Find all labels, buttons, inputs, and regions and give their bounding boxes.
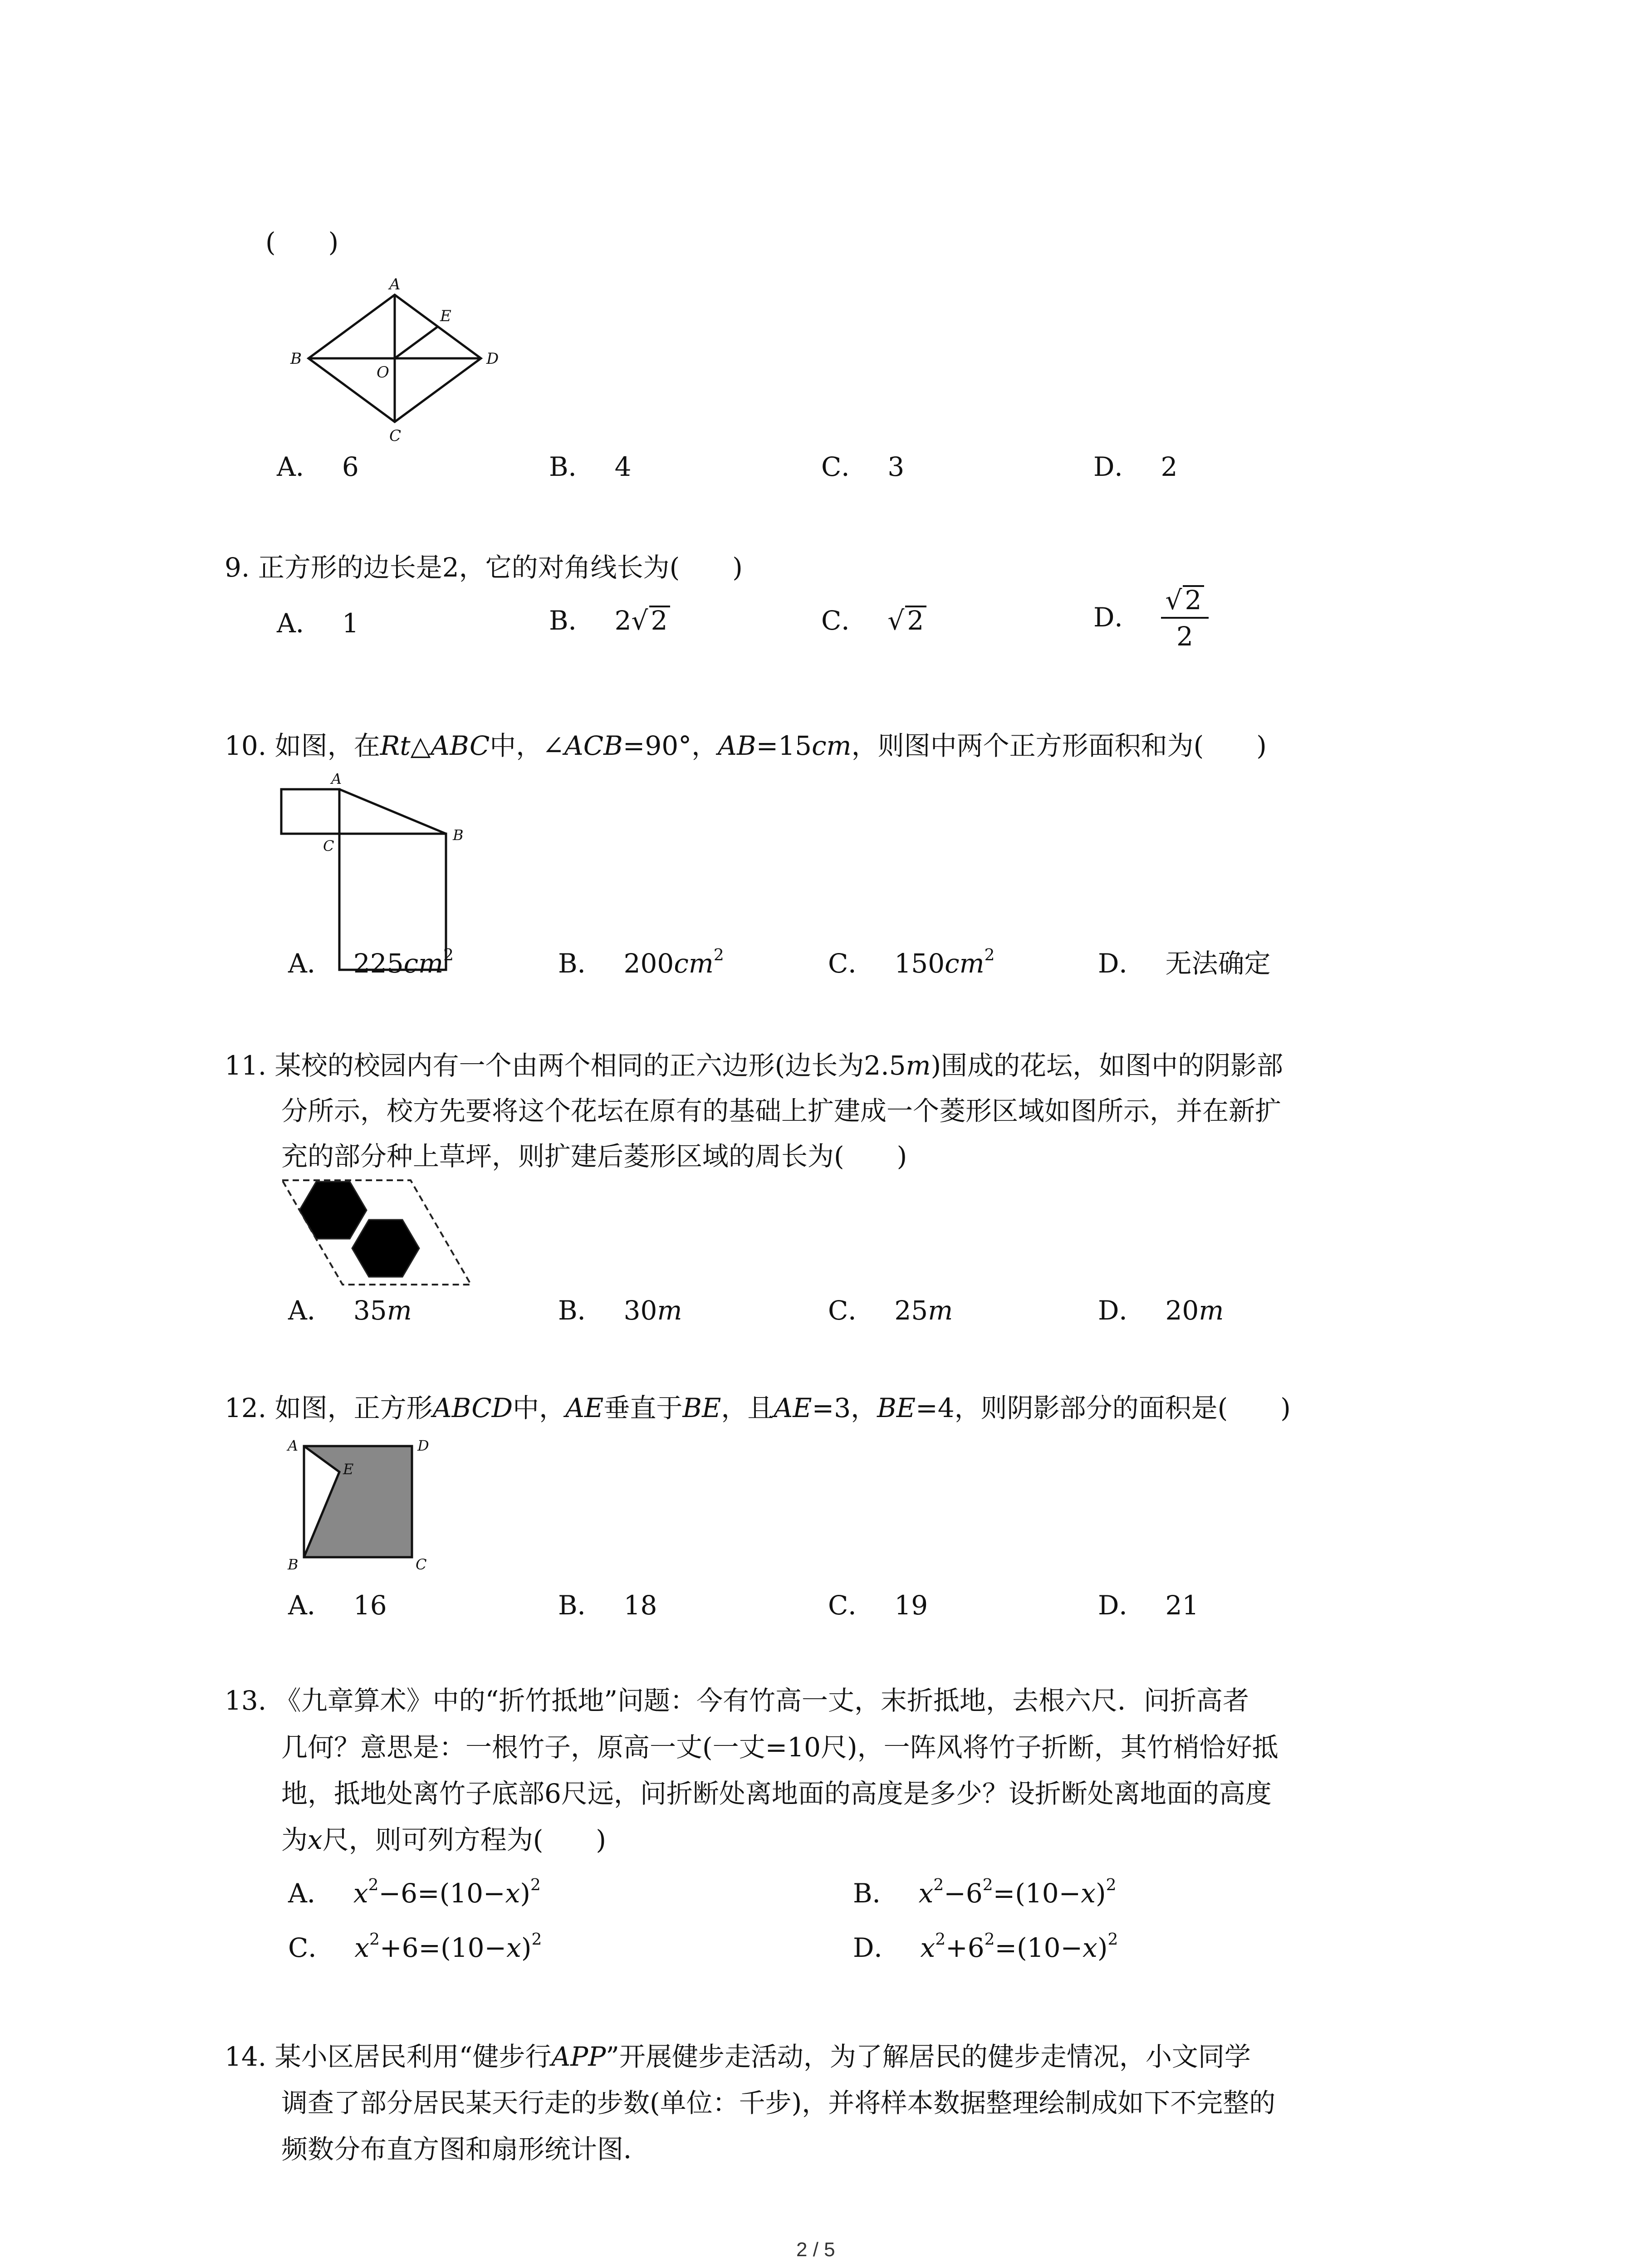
q9-option-d[interactable]: D． $\frac{√ 2}{2}$ [1093,585,1209,650]
q12-label-D: D [417,1437,429,1454]
fraction: $\frac{√ 2}{2}$ [1161,585,1209,650]
q12-label-C: C [416,1556,427,1573]
q12-square-figure [281,1429,454,1583]
q10-label-A: A [331,770,342,787]
sqrt-symbol: √ 2 [887,606,926,634]
q11-option-d[interactable]: D． 20m [1098,1295,1224,1326]
q13-stem-line3: 地，抵地处离竹子底部6尺远，问折断处离地面的高度是多少？设折断处离地面的高度 [281,1778,1272,1809]
sqrt-symbol: √ 2 [632,606,671,634]
q11-stem-line3: 充的部分种上草坪，则扩建后菱形区域的周长为( ) [281,1141,907,1172]
q12-label-A: A [288,1437,299,1454]
q8-label-D: D [486,350,499,368]
q9-stem: 9. 正方形的边长是2，它的对角线长为( ) [225,552,743,583]
q9-option-b[interactable]: B． 2√ 2 [549,606,670,634]
q10-squares-figure [272,762,481,979]
q14-stem-line2: 调查了部分居民某天行走的步数(单位：千步)，并将样本数据整理绘制成如下不完整的 [281,2087,1276,2118]
q10-option-c[interactable]: C． $150cm^2$ [828,946,995,979]
q12-stem: 12. 如图，正方形ABCD中，AE垂直于BE，且AE=3，BE=4，则阴影部分的面积是( ) [225,1393,1291,1423]
q10-stem: 10. 如图，在Rt△ABC中，∠ACB=90°，AB=15cm，则图中两个正方形面积和为( ) [225,730,1267,761]
q12-label-E: E [343,1461,354,1478]
q13-stem-line1: 13. 《九章算术》中的“折竹抵地”问题：今有竹高一丈，末折抵地，去根六尺．问折高者 [225,1685,1249,1716]
q8-option-a[interactable]: A． 6 [277,451,359,482]
q8-answer-paren: ( ) [265,227,339,258]
q10-option-d[interactable]: D． 无法确定 [1098,948,1271,979]
q13-option-c[interactable]: C． $x^2+6=(10-x)^2$ [288,1930,542,1963]
q10-option-b[interactable]: B． $200cm^2$ [558,946,724,979]
q8-label-A: A [389,275,401,293]
q13-stem-line4: 为x尺，则可列方程为( ) [281,1824,606,1855]
q13-option-d[interactable]: D． $x^2+6^2=(10-x)^2$ [853,1930,1118,1963]
page-number: 2 / 5 [796,2239,835,2261]
q14-stem-line1: 14. 某小区居民利用“健步行APP”开展健步走活动，为了解居民的健步走情况，小文同学 [225,2041,1251,2072]
q12-option-c[interactable]: C． 19 [828,1590,928,1621]
q12-option-a[interactable]: A． 16 [288,1590,387,1621]
q13-stem-line2: 几何？意思是：一根竹子，原高一丈(一丈=10尺)，一阵风将竹子折断，其竹梢恰好抵 [281,1732,1279,1763]
q8-label-O: O [377,363,389,381]
q10-option-a[interactable]: A． $225cm^2$ [288,946,454,979]
q13-option-b[interactable]: B． $x^2-6^2=(10-x)^2$ [853,1876,1117,1909]
q8-rhombus-figure [281,272,517,445]
q13-option-a[interactable]: A． $x^2-6=(10-x)^2$ [288,1876,541,1909]
q12-option-b[interactable]: B． 18 [558,1590,657,1621]
q12-label-B: B [288,1556,299,1573]
q14-stem-line3: 频数分布直方图和扇形统计图． [281,2134,650,2165]
q8-option-d[interactable]: D． 2 [1093,451,1178,482]
q8-option-c[interactable]: C． 3 [821,451,905,482]
q11-stem-line2: 分所示，校方先要将这个花坛在原有的基础上扩建成一个菱形区域如图所示，并在新扩 [281,1095,1282,1126]
q8-label-E: E [440,307,451,325]
q9-option-a[interactable]: A． 1 [277,608,359,639]
q11-hexagon-figure [272,1175,481,1293]
q11-option-c[interactable]: C． 25m [828,1295,953,1326]
q11-option-b[interactable]: B． 30m [558,1295,682,1326]
q8-label-C: C [389,427,402,445]
q10-label-C: C [323,837,334,855]
q11-stem-line1: 11. 某校的校园内有一个由两个相同的正六边形(边长为2.5m)围成的花坛，如图中的阴影部 [225,1050,1283,1081]
q10-label-B: B [453,826,464,844]
q9-option-c[interactable]: C． √ 2 [821,606,926,634]
q12-option-d[interactable]: D． 21 [1098,1590,1199,1621]
q11-option-a[interactable]: A． 35m [288,1295,412,1326]
q8-label-B: B [290,350,302,368]
q8-option-b[interactable]: B． 4 [549,451,632,482]
